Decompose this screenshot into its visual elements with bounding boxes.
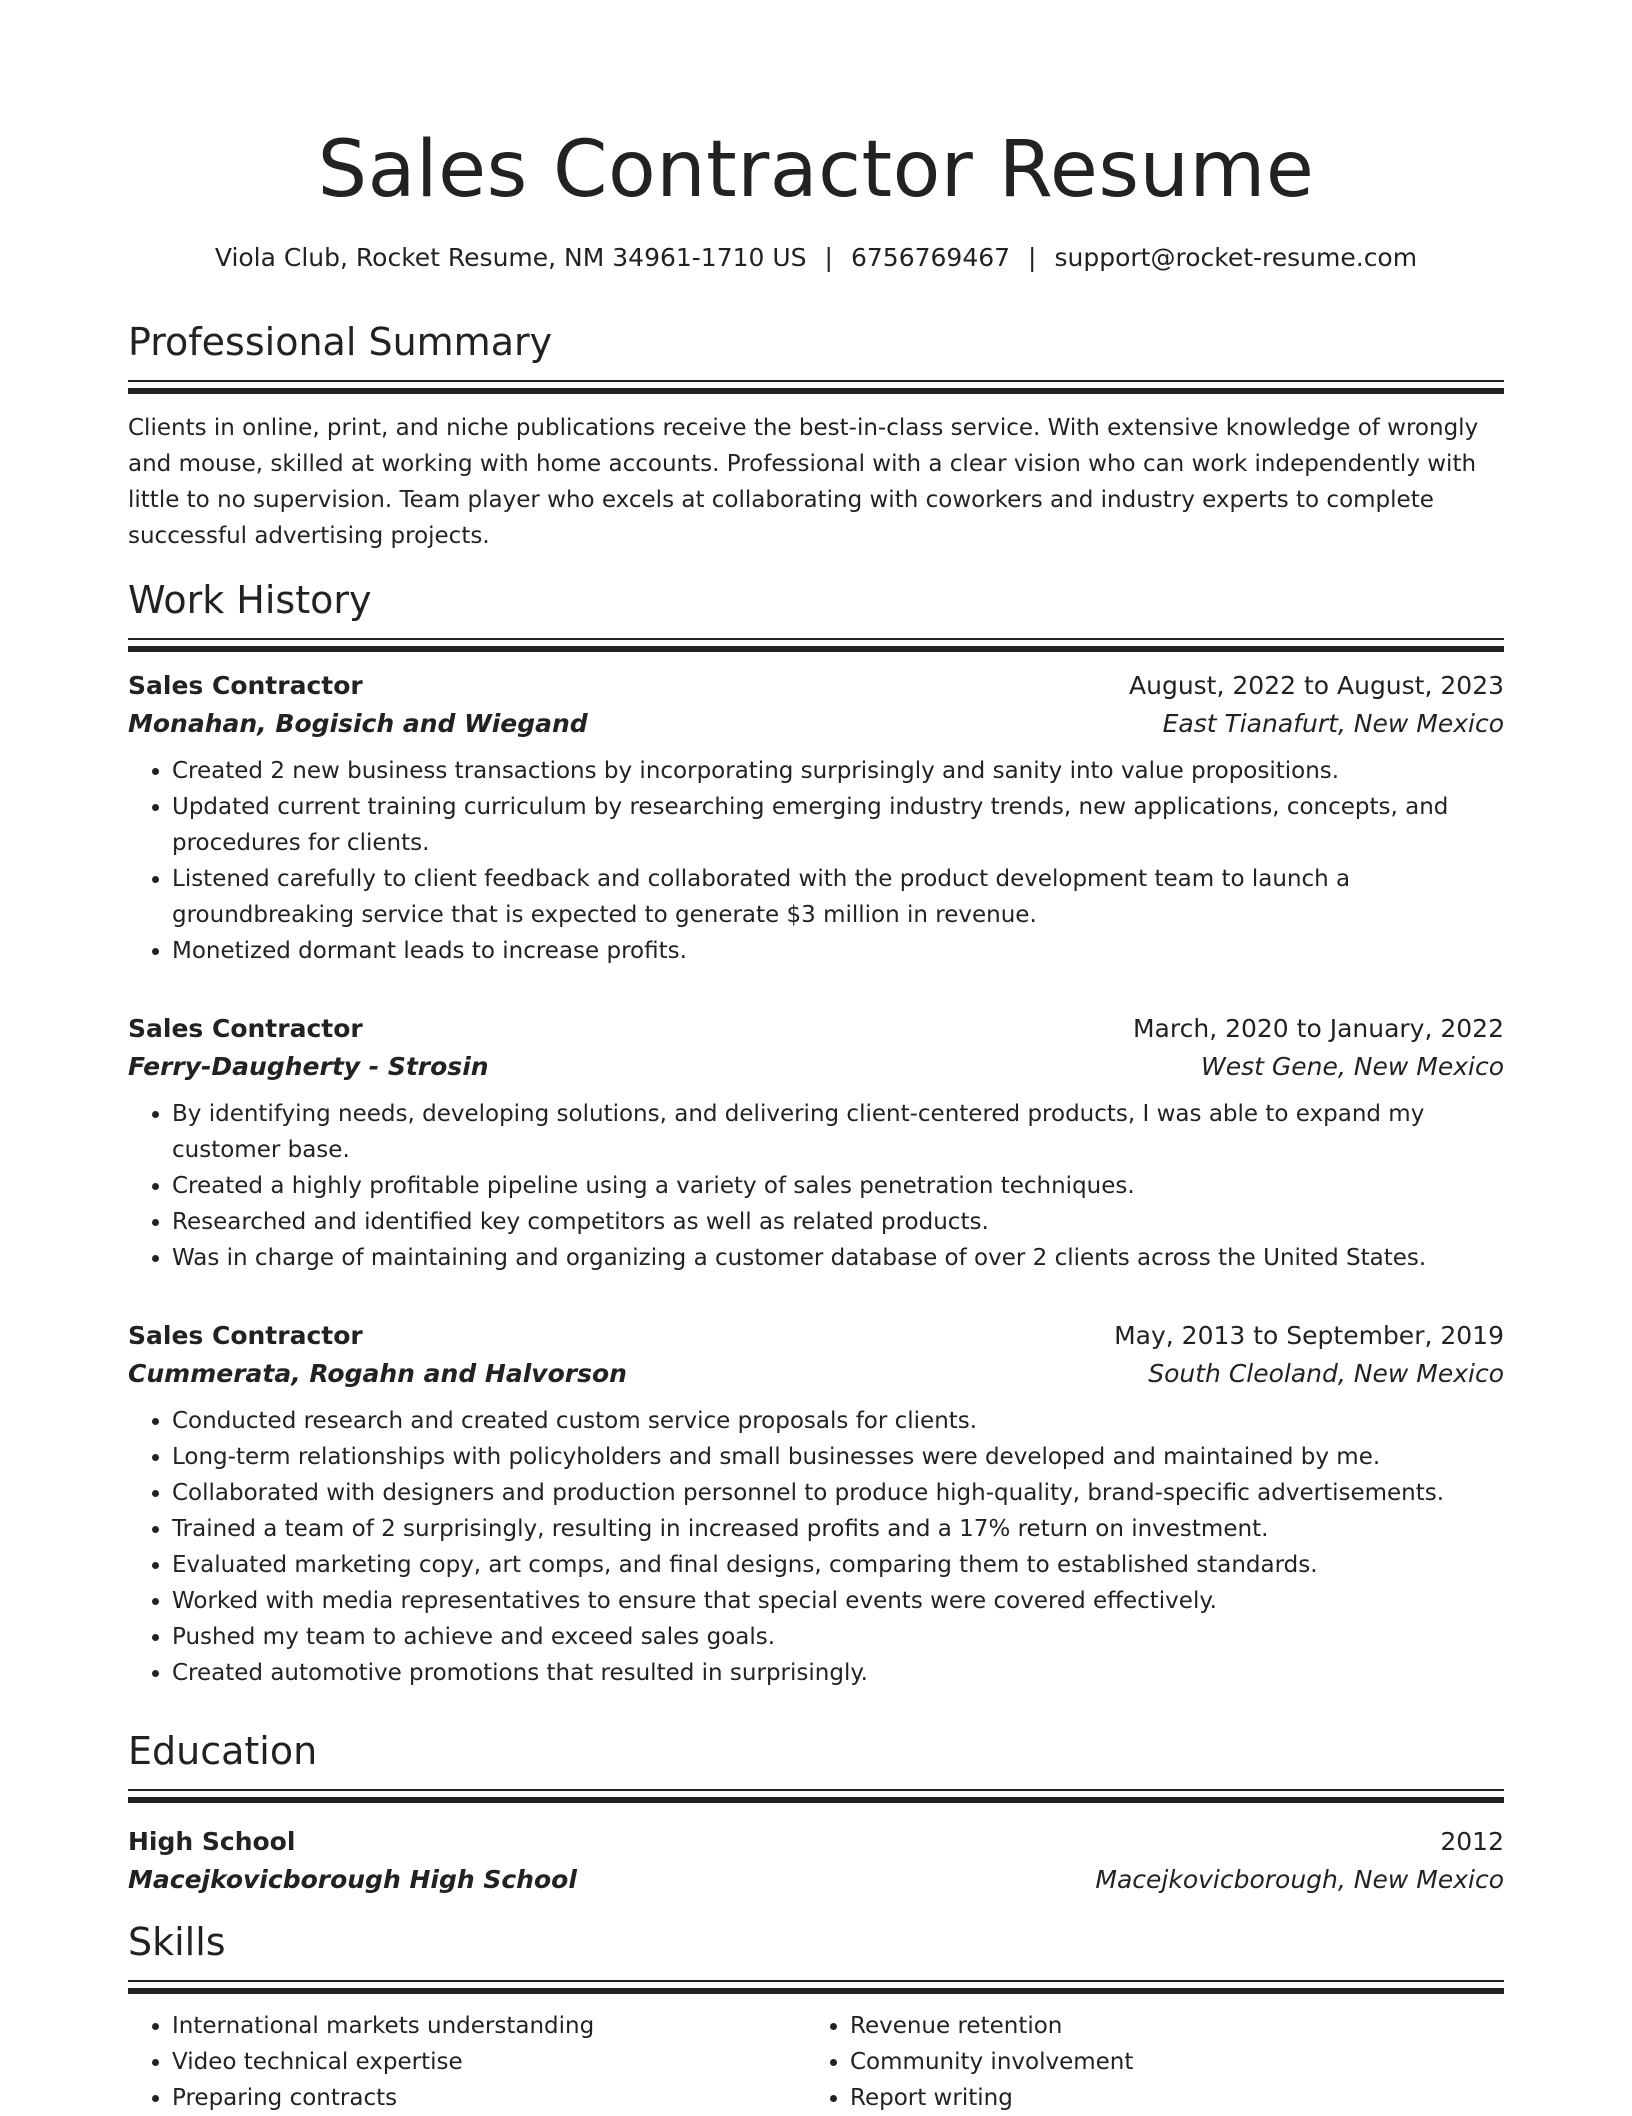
contact-separator: | <box>824 243 833 272</box>
job-bullet-list <box>128 1096 1504 1276</box>
list-item: • Created 2 new business transactions by incorporating surprisingly and sanity into value propositions. <box>172 753 1504 789</box>
list-item: • Monetized dormant leads to increase profits. <box>172 933 1504 969</box>
job-title: Sales Contractor <box>128 1014 363 1043</box>
job-bullet-list <box>128 753 1504 969</box>
summary-text: Clients in online, print, and niche publications receive the best-in-class service. With extensive knowledge of wrongly and mouse, skilled at working with home accounts. Professional with a clear vision who can work independently with little to no supervision. Team player who excels at collaborating with coworkers and industry experts to complete successful advertising projects. <box>128 415 1479 549</box>
contact-email: support@rocket-resume.com <box>1054 243 1418 272</box>
section-divider <box>128 1789 1504 1803</box>
list-item: • Was in charge of maintaining and organizing a customer database of over 2 clients across the United States. <box>172 1240 1504 1276</box>
list-item: • International markets understanding <box>172 2008 806 2044</box>
section-heading-summary: Professional Summary <box>128 320 553 364</box>
education-school: Macejkovicborough High School <box>128 1865 577 1894</box>
job-location: East Tianafurt, New Mexico <box>1162 709 1504 738</box>
job-title: Sales Contractor <box>128 671 363 700</box>
job-dates: August, 2022 to August, 2023 <box>1129 671 1504 700</box>
work-history-section <box>128 576 1504 652</box>
list-item: • Updated current training curriculum by researching emerging industry trends, new applications, concepts, and procedures for clients. <box>172 789 1504 861</box>
list-item: • Long-term relationships with policyholders and small businesses were developed and maintained by me. <box>172 1439 1504 1475</box>
section-divider <box>128 1980 1504 1994</box>
list-item: • Worked with media representatives to ensure that special events were covered effectively. <box>172 1583 1504 1619</box>
job-company: Cummerata, Rogahn and Halvorson <box>128 1359 627 1388</box>
list-item: • Report writing <box>850 2080 1484 2116</box>
list-item: • Created automotive promotions that resulted in surprisingly. <box>172 1655 1504 1691</box>
job-dates: May, 2013 to September, 2019 <box>1114 1321 1504 1350</box>
contact-address: Viola Club, Rocket Resume, NM 34961-1710 US <box>214 243 807 272</box>
job-location: South Cleoland, New Mexico <box>1148 1359 1504 1388</box>
list-item: • Pushed my team to achieve and exceed sales goals. <box>172 1619 1504 1655</box>
education-year: 2012 <box>1440 1827 1504 1856</box>
list-item: • Video technical expertise <box>172 2044 806 2080</box>
list-item: • Evaluated marketing copy, art comps, and final designs, comparing them to established standards. <box>172 1547 1504 1583</box>
education-location: Macejkovicborough, New Mexico <box>1095 1865 1504 1894</box>
list-item: • Conducted research and created custom service proposals for clients. <box>172 1403 1504 1439</box>
list-item: • By identifying needs, developing solutions, and delivering client-centered products, I was able to expand my customer base. <box>172 1096 1504 1168</box>
list-item: • Preparing contracts <box>172 2080 806 2116</box>
job-entry <box>128 1317 1504 1691</box>
job-company: Ferry-Daugherty - Strosin <box>128 1052 489 1081</box>
list-item: • Created a highly profitable pipeline using a variety of sales penetration techniques. <box>172 1168 1504 1204</box>
job-title: Sales Contractor <box>128 1321 363 1350</box>
contact-line <box>128 240 1504 276</box>
list-item: • Trained a team of 2 surprisingly, resulting in increased profits and a 17% return on investment. <box>172 1511 1504 1547</box>
education-section <box>128 1727 1504 1899</box>
skills-list-right <box>806 2008 1484 2116</box>
job-entry <box>128 667 1504 969</box>
skills-list-left <box>128 2008 806 2116</box>
job-bullet-list <box>128 1403 1504 1691</box>
job-company: Monahan, Bogisich and Wiegand <box>128 709 588 738</box>
resume-title: Sales Contractor Resume <box>317 125 1315 215</box>
contact-separator: | <box>1028 243 1037 272</box>
job-location: West Gene, New Mexico <box>1201 1052 1504 1081</box>
job-dates: March, 2020 to January, 2022 <box>1132 1014 1504 1043</box>
job-entry <box>128 1010 1504 1276</box>
list-item: • Researched and identified key competitors as well as related products. <box>172 1204 1504 1240</box>
section-divider <box>128 638 1504 652</box>
section-divider <box>128 380 1504 394</box>
list-item: • Listened carefully to client feedback and collaborated with the product development team to launch a groundbreaking service that is expected to generate $3 million in revenue. <box>172 861 1504 933</box>
summary-section <box>128 318 1504 554</box>
list-item: • Revenue retention <box>850 2008 1484 2044</box>
list-item: • Collaborated with designers and production personnel to produce high-quality, brand-specific advertisements. <box>172 1475 1504 1511</box>
section-heading-education: Education <box>128 1729 318 1773</box>
skills-grid <box>128 2008 1504 2116</box>
education-degree: High School <box>128 1827 296 1856</box>
skills-section <box>128 1918 1504 2116</box>
contact-phone: 6756769467 <box>850 243 1011 272</box>
section-heading-work-history: Work History <box>128 578 372 622</box>
list-item: • Community involvement <box>850 2044 1484 2080</box>
section-heading-skills: Skills <box>128 1920 226 1964</box>
